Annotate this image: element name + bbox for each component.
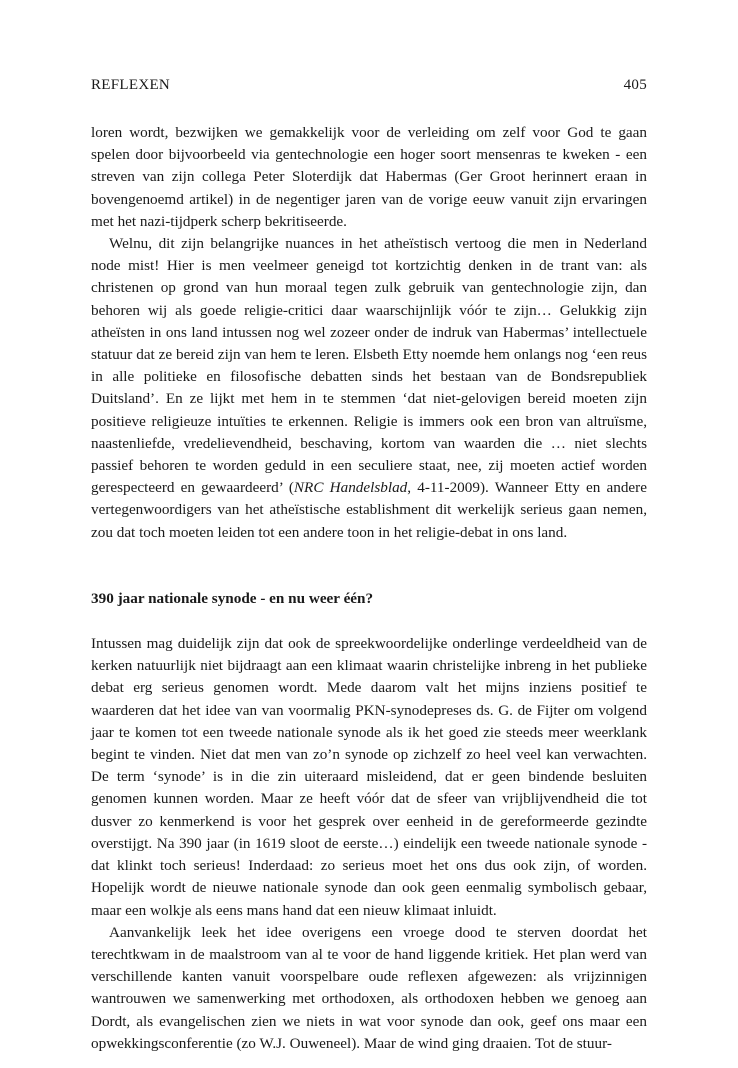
paragraph-text: , 4-11-2009). Wanneer Etty en andere vertegenwoordigers van het atheïstische establishment dit werkelijk serieus gaan nemen, zou dat toch moeten leiden tot een andere toon in het religie-debat in ons land. xyxy=(91,479,647,541)
running-title: REFLEXEN xyxy=(91,77,171,93)
paragraph-text: Welnu, dit zijn belangrijke nuances in het atheïstisch vertoog die men in Nederland node mist! Hier is men veelmeer geneigd tot kortzichtig denken in de trant van: als christenen op grond van hun moraal tegen zulk gebruik van gentechnologie zijn, dan behoren wij als goede religie-critici daar waarschijnlijk vóór te zijn… Gelukkig zijn atheïsten in ons land intussen nog wel zozeer onder de indruk van Habermas’ intellectuele statuur dat ze bereid zijn van hem te leren. Elsbeth Etty noemde hem onlangs nog ‘een reus in alle politieke en filosofische debatten sinds het bestaan van de Bondsrepubliek Duitsland’. En ze lijkt met hem in te stemmen ‘dat niet-gelovigen bereid moeten zijn positieve religieuze intuïties te erkennen. Religie is immers ook een bron van altruïsme, naastenliefde, vredelievendheid, beschaving, kortom van waarden die … niet slechts passief behoren te worden geduld in een seculiere staat, nee, zij moeten actief worden gerespecteerd en gewaardeerd’ ( xyxy=(91,235,647,497)
body-text xyxy=(91,122,647,1055)
running-head xyxy=(91,77,647,94)
paragraph: Aanvankelijk leek het idee overigens een vroege dood te sterven doordat het terechtkwam in de maalstroom van al te voor de hand liggende kritiek. Het plan werd van verschillende kanten vanuit voorspelbare oude reflexen afgewezen: als vrijzinnigen wantrouwen we samenwerking met orthodoxen, als orthodoxen hebben we genoeg aan Dordt, als evangelischen zien we niets in wat voor synode dan ook, geef ons maar een opwekkingsconferentie (zo W.J. Ouweneel). Maar de wind ging draaien. Tot de stuur- xyxy=(91,923,647,1052)
paragraph: loren wordt, bezwijken we gemakkelijk voor de verleiding om zelf voor God te gaan spelen door bijvoorbeeld via gentechnologie een hoger soort mensenras te kweken - een streven van zijn collega Peter Sloterdijk dat Habermas (Ger Groot herinnert eraan in bovengenoemd artikel) in de negentiger jaren van de vorige eeuw vanuit zijn ervaringen met het nazi-tijdperk scherp bekritiseerde. xyxy=(91,124,647,230)
paragraph: Intussen mag duidelijk zijn dat ook de spreekwoordelijke onderlinge verdeeldheid van de kerken natuurlijk niet bijdraagt aan een klimaat waarin christelijke inbreng in het publieke debat erg serieus genomen wordt. Mede daarom valt het mijns inziens positief te waarderen dat het idee van van voormalig PKN-synodepreses ds. G. de Fijter om volgend jaar te komen tot een tweede nationale synode als ik het goed zie steeds meer weerklank begint te vinden. Niet dat men van zo’n synode op zichzelf zo heel veel kan verwachten. De term ‘synode’ is in die zin uiteraard misleidend, dat er geen bindende besluiten genomen kunnen worden. Maar ze heeft vóór dat de sfeer van vrijblijvendheid die tot dusver zo kenmerkend is voor het gesprek over eenheid in de gereformeerde gezindte overstijgt. Na 390 jaar (in 1619 sloot de eerste…) eindelijk een tweede nationale synode - dat klinkt toch serieus! Inderdaad: zo serieus moet het ons dus ook zijn, of worden. Hopelijk wordt de nieuwe nationale synode dan ook geen eenmalig symbolisch gebaar, maar een wolkje als eens mans hand dat een nieuw klimaat inluidt. xyxy=(91,635,647,919)
newspaper-title: NRC Handelsblad xyxy=(293,479,408,497)
paragraph xyxy=(91,233,647,544)
section-heading: 390 jaar nationale synode - en nu weer één? xyxy=(91,589,374,607)
page-number: 405 xyxy=(623,77,647,93)
